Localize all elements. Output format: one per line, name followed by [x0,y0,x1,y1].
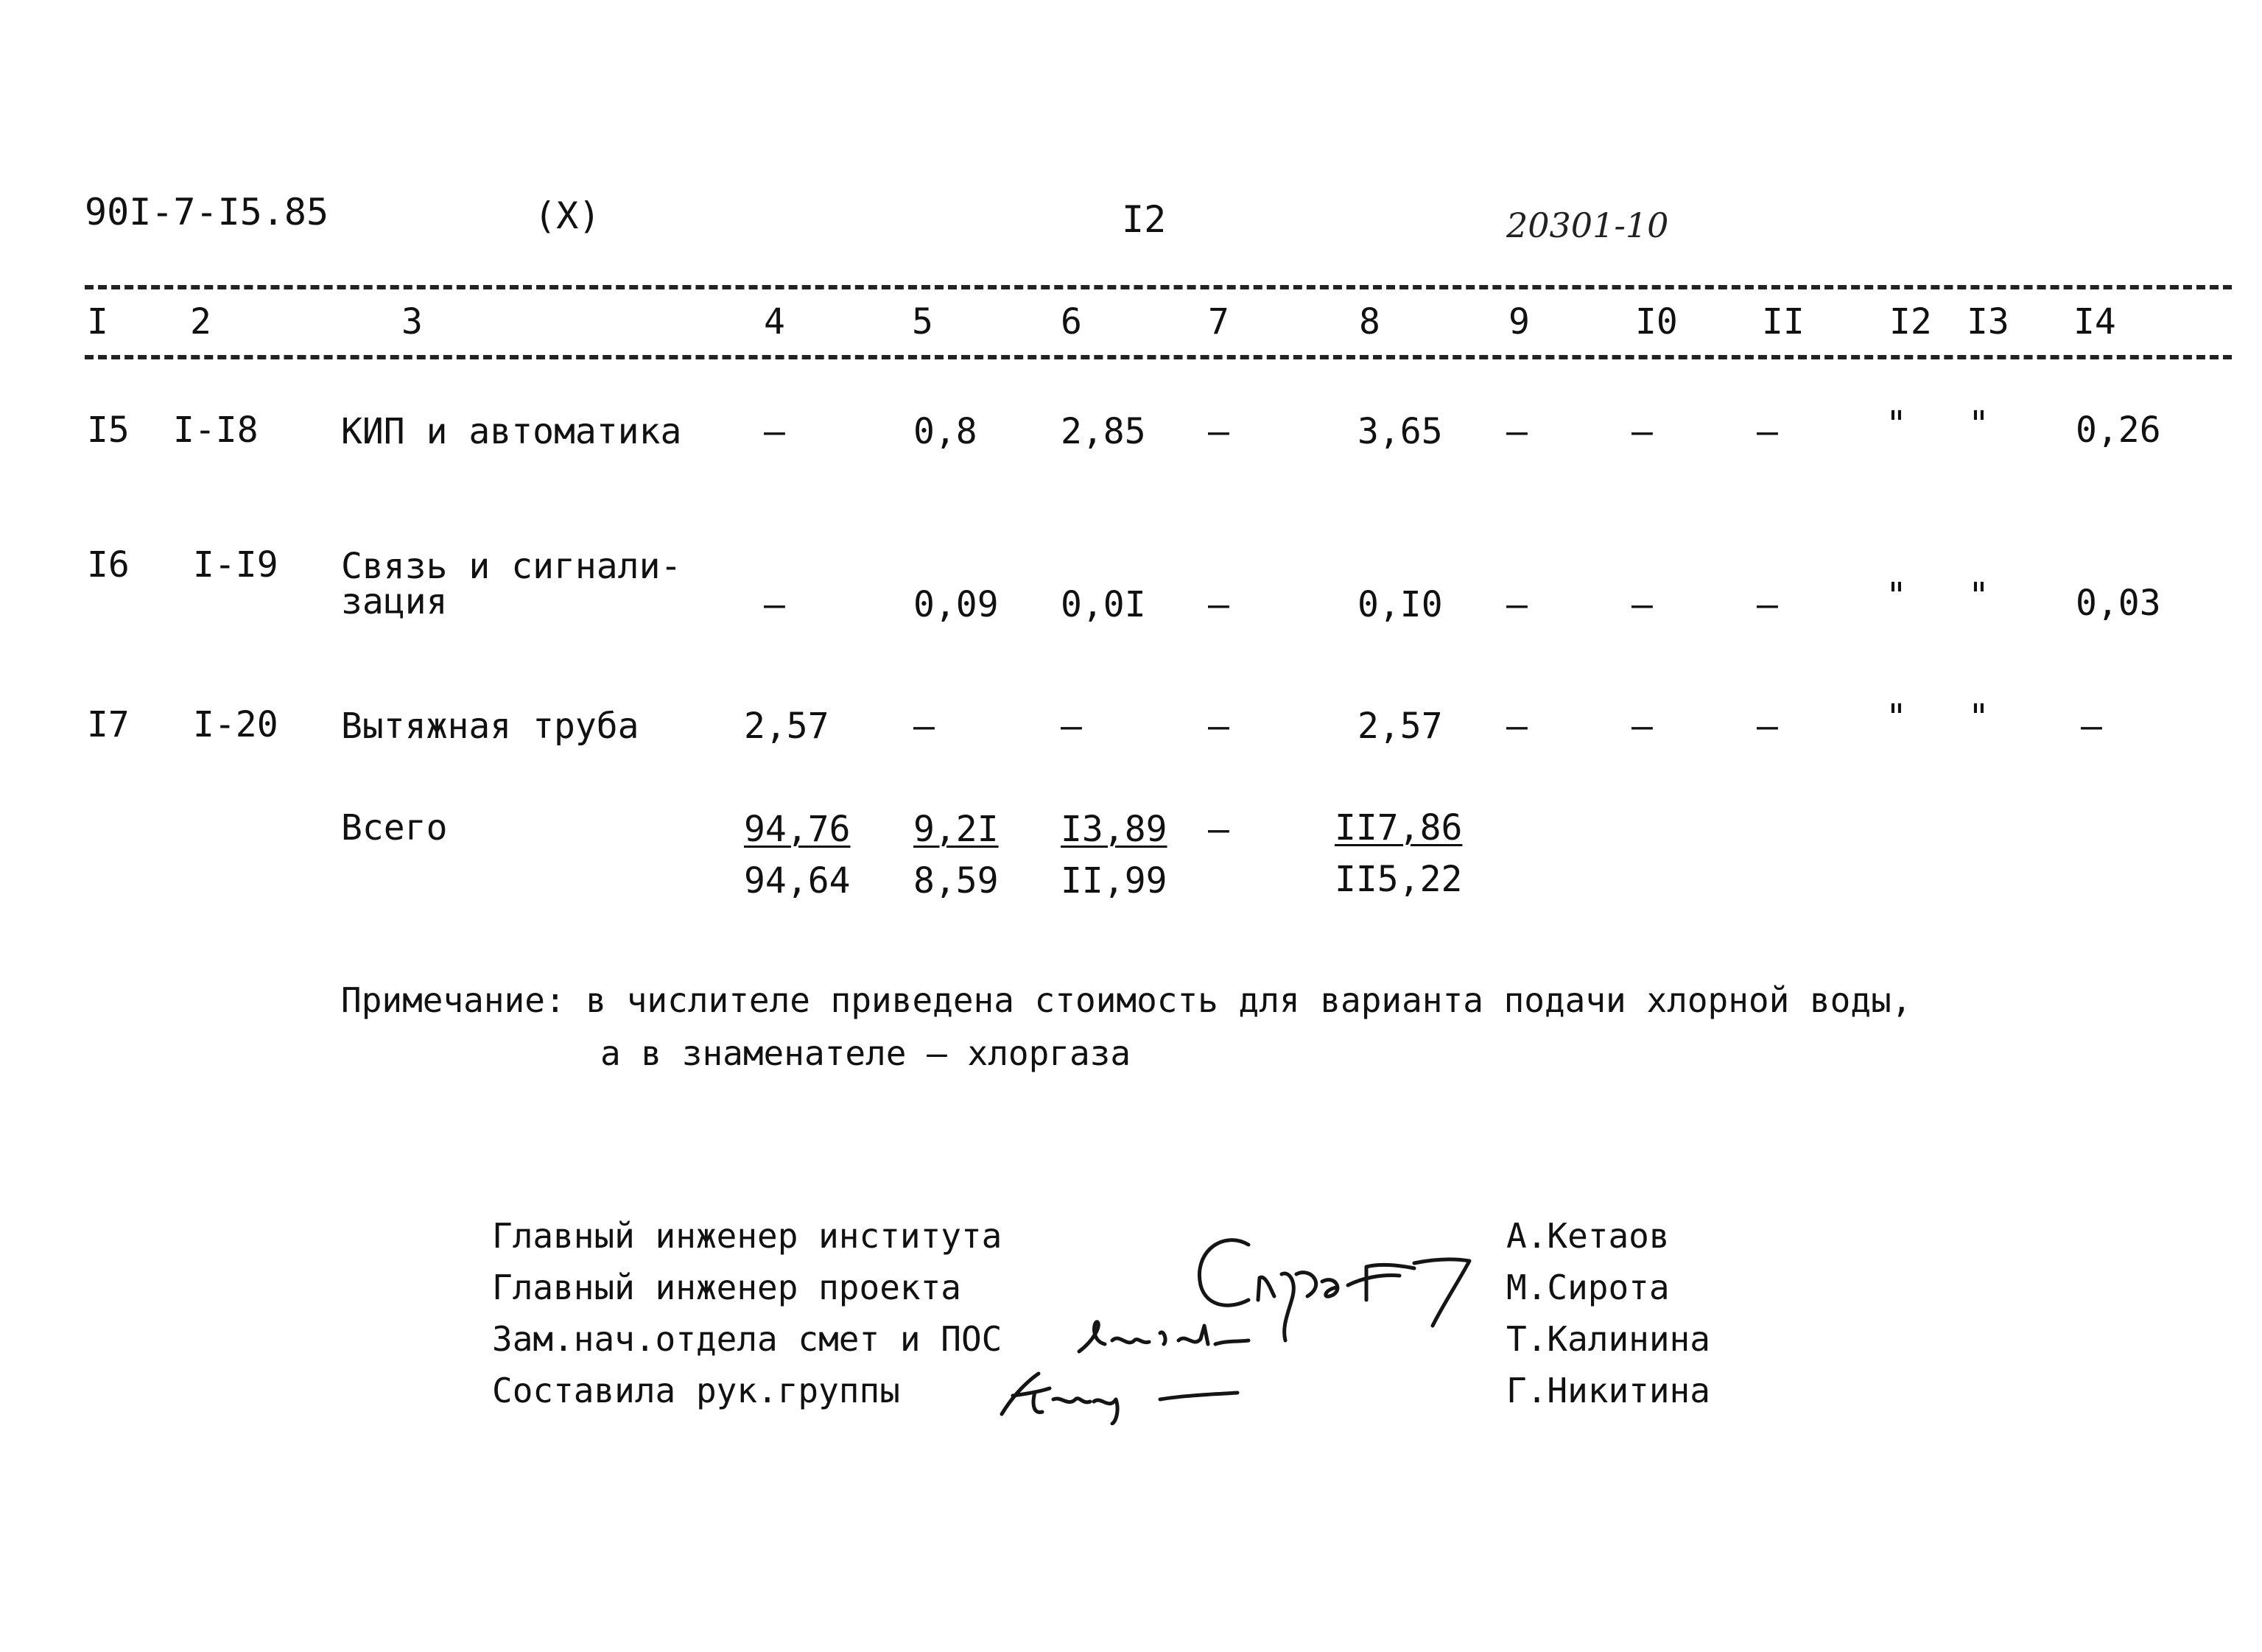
column-number-8: 8 [1359,301,1380,342]
total-label: Всего [341,807,448,848]
cell-col12: " [1886,697,1907,738]
signature-name: Г.Никитина [1506,1371,1710,1410]
cell-col9: – [1506,706,1528,747]
cell-col14: 0,26 [2076,410,2161,451]
signature-role: Составила рук.группы [492,1371,900,1410]
note-line-2: а в знаменателе – хлоргаза [600,1033,1131,1073]
signature-role: Зам.нач.отдела смет и ПОС [492,1319,1002,1359]
cell-col11: – [1757,584,1778,625]
cell-col11: – [1757,706,1778,747]
column-number-1: I [87,301,108,342]
note-line-1: Примечание: в числителе приведена стоимость для варианта подачи хлорной воды, [341,980,1912,1020]
table-header-top-rule [85,285,2232,289]
total-col4-denominator: 94,64 [744,860,851,901]
cell-col14: 0,03 [2076,583,2161,624]
handwritten-reference: 20301-10 [1506,205,1669,245]
total-col5-numerator: 9,2I [913,809,999,850]
column-number-13: I3 [1967,301,2009,342]
sheet-label: (X) [534,194,601,237]
handwritten-signature-kalinina [1072,1311,1263,1363]
row-code: I-I9 [193,544,278,586]
signature-role: Главный инженер института [492,1216,1002,1256]
handwritten-signature-nikitina [991,1366,1256,1425]
cell-col10: – [1631,584,1653,625]
cell-col8: 2,57 [1357,706,1443,747]
cell-col9: – [1506,584,1528,625]
cell-col8: 3,65 [1357,411,1443,452]
cell-col6: – [1061,706,1082,747]
row-code: I-I8 [173,410,259,451]
cell-col4: – [764,584,785,625]
cell-col7: – [1208,584,1229,625]
column-number-10: I0 [1635,301,1678,342]
cell-col12: " [1886,404,1907,445]
cell-col13: " [1968,697,1989,738]
total-col6-denominator: II,99 [1061,860,1167,901]
total-col7: – [1208,809,1229,850]
signature-name: М.Сирота [1506,1268,1670,1307]
page-number: I2 [1122,198,1167,241]
row-name-line2: зация [341,581,448,622]
row-name: Вытяжная труба [341,706,639,747]
cell-col4: 2,57 [744,706,829,747]
cell-col7: – [1208,411,1229,452]
row-number: I6 [87,544,130,586]
total-col6-numerator: I3,89 [1061,809,1167,850]
row-name-line1: Связь и сигнали- [341,546,682,587]
column-number-12: I2 [1889,301,1932,342]
row-number: I7 [87,704,130,745]
signature-role: Главный инженер проекта [492,1268,961,1307]
total-col8-denominator: II5,22 [1335,859,1463,900]
total-col5-denominator: 8,59 [913,860,999,901]
total-col8-numerator: II7,86 [1335,807,1463,848]
row-number: I5 [87,410,130,451]
column-number-4: 4 [764,301,785,342]
row-name: КИП и автоматика [341,411,682,452]
cell-col5: 0,8 [913,411,977,452]
cell-col14: – [2081,706,2102,747]
column-number-14: I4 [2073,301,2116,342]
cell-col7: – [1208,706,1229,747]
cell-col9: – [1506,411,1528,452]
column-number-2: 2 [190,301,211,342]
total-col4-numerator: 94,76 [744,809,851,850]
cell-col6: 0,0I [1061,584,1146,625]
signature-name: Т.Калинина [1506,1319,1710,1359]
cell-col5: 0,09 [913,584,999,625]
cell-col11: – [1757,411,1778,452]
column-number-9: 9 [1508,301,1530,342]
cell-col12: " [1886,575,1907,616]
column-number-5: 5 [912,301,933,342]
cell-col5: – [913,706,935,747]
table-header-bottom-rule [85,355,2232,359]
document-code: 90I-7-I5.85 [85,191,329,233]
column-number-11: II [1762,301,1805,342]
cell-col4: – [764,411,785,452]
signature-name: А.Кетаов [1506,1216,1670,1256]
cell-col13: " [1968,575,1989,616]
row-code: I-20 [193,704,278,745]
column-number-7: 7 [1208,301,1229,342]
cell-col13: " [1968,404,1989,445]
column-number-6: 6 [1061,301,1082,342]
cell-col10: – [1631,706,1653,747]
cell-col8: 0,I0 [1357,584,1443,625]
cell-col6: 2,85 [1061,411,1146,452]
cell-col10: – [1631,411,1653,452]
column-number-3: 3 [401,301,423,342]
